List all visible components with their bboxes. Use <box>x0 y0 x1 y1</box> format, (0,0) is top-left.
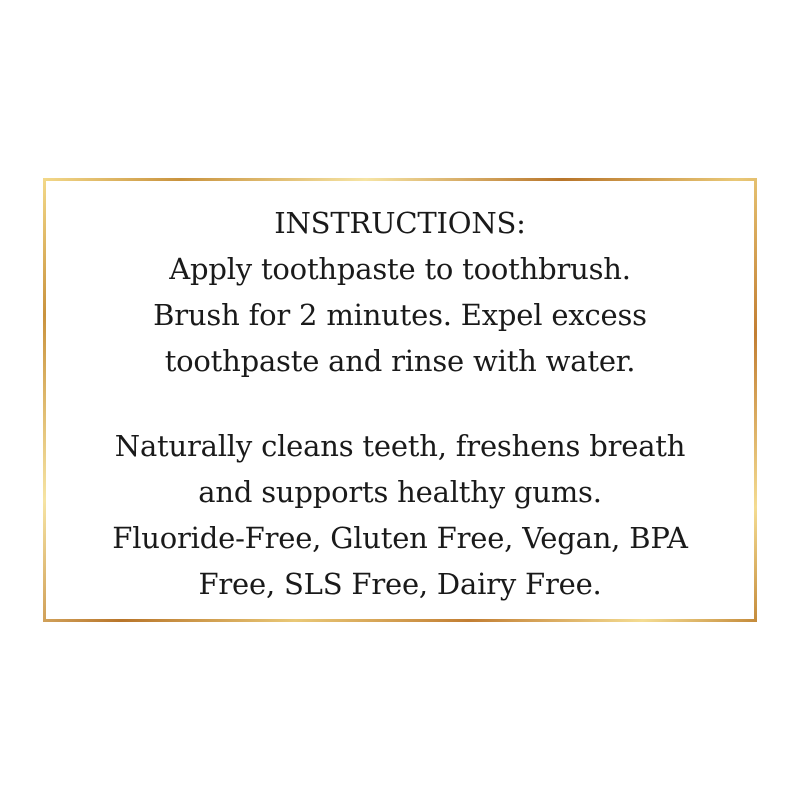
instructions-section <box>43 200 757 384</box>
benefits-line: and supports healthy gums. <box>198 475 602 509</box>
benefits-line: Free, SLS Free, Dairy Free. <box>198 567 602 601</box>
instructions-heading: INSTRUCTIONS: <box>274 206 526 240</box>
instructions-line: Brush for 2 minutes. Expel excess <box>153 298 647 332</box>
benefits-line: Fluoride-Free, Gluten Free, Vegan, BPA <box>112 521 688 555</box>
instructions-line: toothpaste and rinse with water. <box>164 344 636 378</box>
benefits-line: Naturally cleans teeth, freshens breath <box>114 429 686 463</box>
benefits-section <box>43 423 757 607</box>
instructions-line: Apply toothpaste to toothbrush. <box>169 252 631 286</box>
